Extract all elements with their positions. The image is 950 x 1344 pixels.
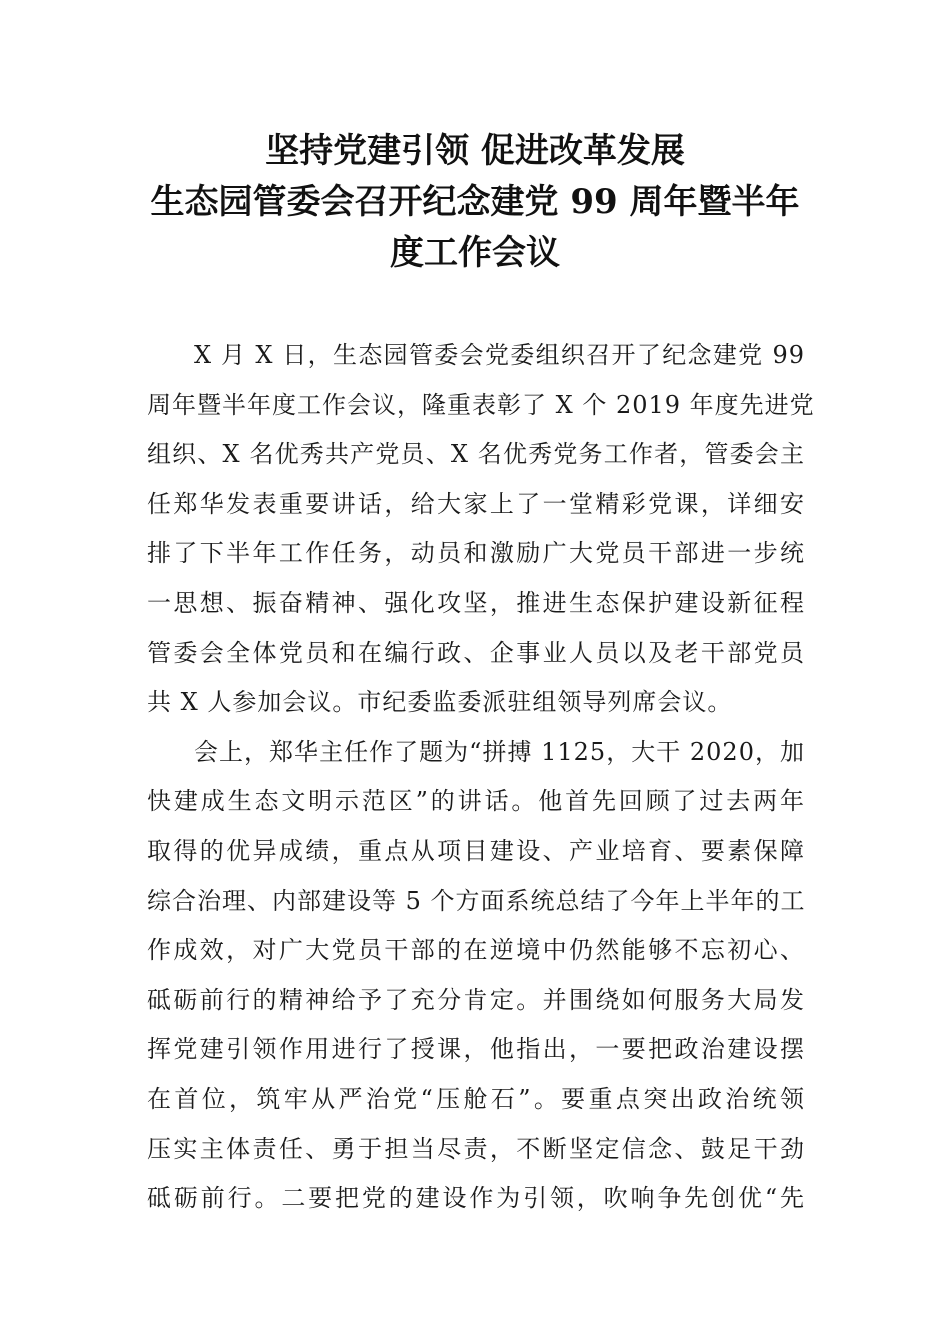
paragraph-line: X 月 X 日，生态园管委会党委组织召开了纪念建党 99 (194, 341, 805, 369)
paragraph-line: 管委会全体党员和在编行政、企事业人员以及老干部党员 (147, 638, 805, 667)
paragraph-line: 在首位，筑牢从严治党“压舱石”。要重点突出政治统领 (147, 1084, 805, 1113)
title-line-2: 生态园管委会召开纪念建党 99 周年暨半年 (150, 182, 800, 222)
paragraph-line: 组织、X 名优秀共产党员、X 名优秀党务工作者，管委会主 (147, 440, 805, 469)
paragraph-line: 任郑华发表重要讲话，给大家上了一堂精彩党课，详细安 (147, 489, 805, 518)
paragraph-line: 周年暨半年度工作会议，隆重表彰了 X 个 2019 年度先进党 (147, 390, 815, 419)
paragraph-line: 快建成生态文明示范区”的讲话。他首先回顾了过去两年 (147, 787, 805, 816)
paragraph-line: 综合治理、内部建设等 5 个方面系统总结了今年上半年的工 (147, 886, 806, 915)
paragraph-line: 挥党建引领作用进行了授课，他指出，一要把政治建设摆 (147, 1035, 805, 1064)
document-title (100, 126, 850, 279)
paragraph-line: 会上，郑华主任作了题为“拼搏 1125，大干 2020，加 (194, 737, 805, 766)
paragraph-2 (147, 728, 805, 1224)
paragraph-line: 取得的优异成绩，重点从项目建设、产业培育、要素保障 (147, 836, 805, 865)
paragraph-line: 一思想、振奋精神、强化攻坚，推进生态保护建设新征程 (147, 588, 805, 617)
paragraph-line: 排了下半年工作任务，动员和激励广大党员干部进一步统 (147, 539, 805, 568)
paragraph-1 (147, 331, 815, 728)
title-line-1: 坚持党建引领 促进改革发展 (265, 131, 685, 171)
title-line-3: 度工作会议 (390, 233, 560, 273)
paragraph-line: 共 X 人参加会议。市纪委监委派驻组领导列席会议。 (147, 688, 733, 717)
paragraph-line: 砥砺前行。二要把党的建设作为引领，吹响争先创优“先 (147, 1184, 805, 1213)
paragraph-line: 作成效，对广大党员干部的在逆境中仍然能够不忘初心、 (147, 936, 805, 965)
document-body (147, 331, 815, 1224)
paragraph-line: 压实主体责任、勇于担当尽责，不断坚定信念、鼓足干劲 (147, 1134, 805, 1163)
paragraph-line: 砥砺前行的精神给予了充分肯定。并围绕如何服务大局发 (147, 985, 805, 1014)
